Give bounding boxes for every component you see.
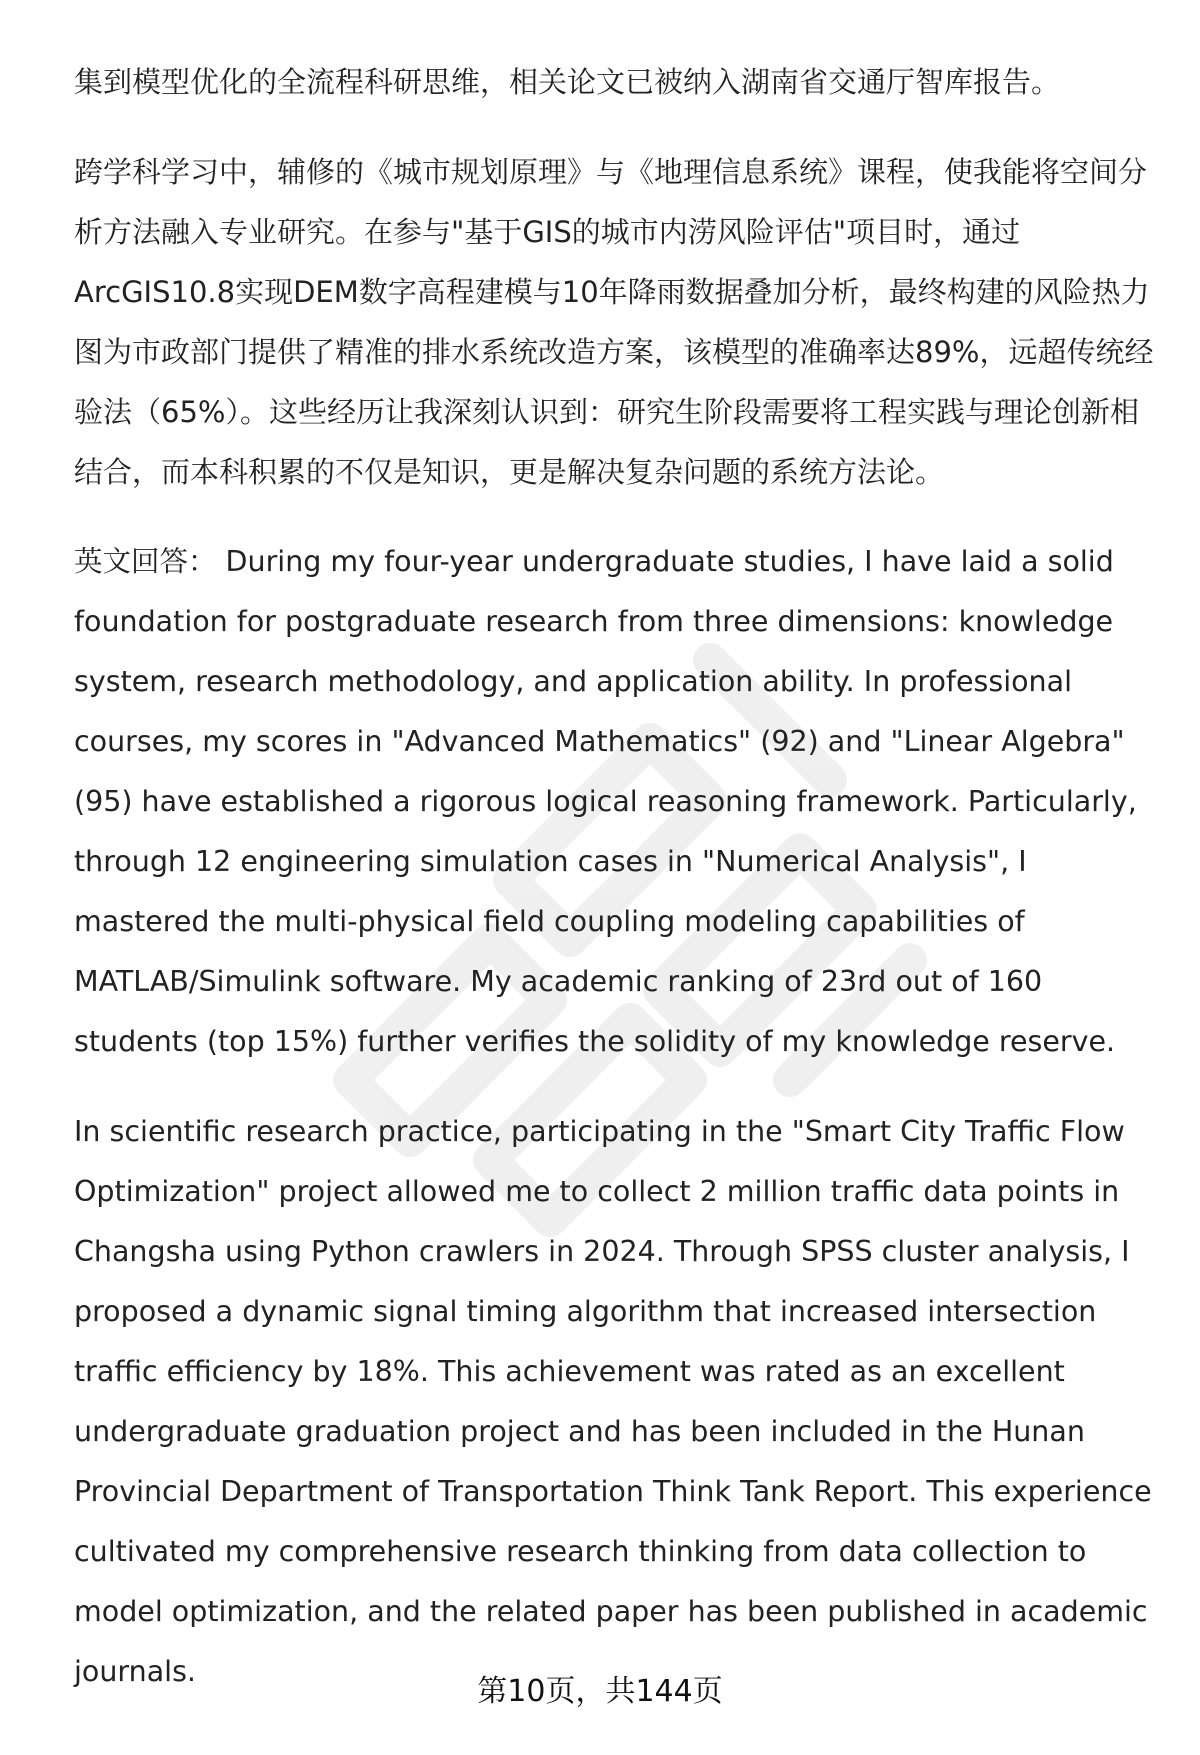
paragraph-4: In scientific research practice, participating in the "Smart City Traffic Flow Optimization" project allowed me to collect 2 million traffic data points in Changsha using Python crawlers in 2024. Through SPSS cluster analysis, I proposed a dynamic signal timing algorithm that increased intersection traffic efficiency by 18%. This achievement was rated as an excellent undergraduate graduation project and has been included in the Hunan Provincial Department of Transportation Think Tank Report. This experience cultivated my comprehensive research thinking from data collection to model optimization, and the related paper has been published in academic journals. bbox=[74, 1115, 1152, 1688]
paragraph-2: 跨学科学习中，辅修的《城市规划原理》与《地理信息系统》课程，使我能将空间分析方法融入专业研究。在参与"基于GIS的城市内涝风险评估"项目时，通过ArcGIS10.8实现DEM数字高程建模与10年降雨数据叠加分析，最终构建的风险热力图为市政部门提供了精准的排水系统改造方案，该模型的准确率达89%，远超传统经验法（65%）。这些经历让我深刻认识到：研究生阶段需要将工程实践与理论创新相结合，而本科积累的不仅是知识，更是解决复杂问题的系统方法论。 bbox=[74, 155, 1154, 489]
document-body bbox=[74, 52, 1160, 1732]
page-number-footer: 第10页，共144页 bbox=[477, 1674, 723, 1709]
paragraph-3: 英文回答： During my four-year undergraduate studies, I have laid a solid foundation for postgraduate research from three dimensions: knowledge system, research methodology, and application ability. In professional courses, my scores in "Advanced Mathematics" (92) and "Linear Algebra" (95) have established a rigorous logical reasoning framework. Particularly, through 12 engineering simulation cases in "Numerical Analysis", I mastered the multi-physical field coupling modeling capabilities of MATLAB/Simulink software. My academic ranking of 23rd out of 160 students (top 15%) further verifies the solidity of my knowledge reserve. bbox=[74, 545, 1137, 1058]
paragraph-1: 集到模型优化的全流程科研思维，相关论文已被纳入湖南省交通厅智库报告。 bbox=[74, 65, 1061, 99]
